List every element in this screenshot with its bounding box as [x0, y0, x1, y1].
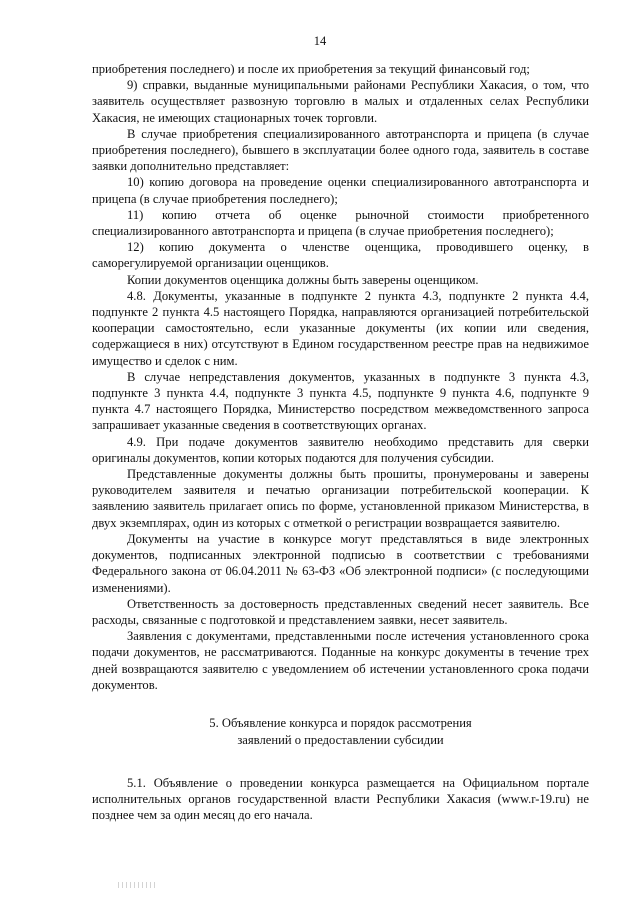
- paragraph: Ответственность за достоверность представленных сведений несет заявитель. Все расходы, связанные с подготовкой и представлением заявки, несет заявитель.: [92, 596, 589, 627]
- paragraph: 4.8. Документы, указанные в подпункте 2 пункта 4.3, подпункте 2 пункта 4.4, подпункте 2 пункта 4.5 настоящего Порядка, направляются организацией потребительской кооперации самостоятельно, если указанные документы (их копии или сведения, содержащиеся в них) отсутствуют в Едином государственном реестре прав на недвижимое имущество и сделок с ним.: [92, 288, 589, 368]
- section-heading-line-1: 5. Объявление конкурса и порядок рассмотрения: [209, 715, 472, 730]
- paragraph: Документы на участие в конкурсе могут представляться в виде электронных документов, подписанных электронной подписью в соответствии с требованиями Федерального закона от 06.04.2011 № 63-ФЗ «Об электронной подписи» (с последующими изменениями).: [92, 531, 589, 595]
- paragraphs-before-heading: [92, 61, 589, 693]
- paragraph: 10) копию договора на проведение оценки специализированного автотранспорта и прицепа (в случае приобретения последнего);: [92, 175, 589, 206]
- paragraphs-after-heading: [92, 775, 589, 824]
- paragraph: приобретения последнего) и после их приобретения за текущий финансовый год;: [92, 62, 530, 76]
- paragraph: 12) копию документа о членстве оценщика, проводившего оценку, в саморегулируемой организации оценщиков.: [92, 240, 589, 271]
- paragraph: 11) копию отчета об оценке рыночной стоимости приобретенного специализированного автотранспорта и прицепа (в случае приобретения последнего);: [92, 207, 589, 239]
- paragraph: В случае приобретения специализированного автотранспорта и прицепа (в случае приобретения последнего), бывшего в эксплуатации более одного года, заявитель в составе заявки дополнительно представляет:: [92, 126, 589, 174]
- paragraph: Заявления с документами, представленными после истечения установленного срока подачи документов, не рассматриваются. Поданные на конкурс документы в течение трех дней возвращаются заявителю с уведомлением об истечении установленного срока подачи документов.: [92, 629, 589, 692]
- section-heading-line-2: заявлений о предоставлении субсидии: [237, 732, 444, 747]
- section-heading: [92, 715, 589, 749]
- paragraph: В случае непредставления документов, указанных в подпункте 3 пункта 4.3, подпункте 3 пункта 4.4, подпункте 3 пункта 4.5, подпункте 9 пункта 4.6, подпункте 9 пункта 4.7 настоящего Порядка, Министерство посредством межведомственного запроса запрашивает указанные сведения в соответствующих органах.: [92, 369, 589, 433]
- paragraph: 9) справки, выданные муниципальными районами Республики Хакасия, о том, что заявитель осуществляет развозную торговлю в малых и отдаленных селах Республики Хакасия, не имеющих стационарных точек торговли.: [92, 78, 589, 125]
- page-number: 14: [313, 34, 327, 48]
- paragraph: 4.9. При подаче документов заявителю необходимо представить для сверки оригиналы документов, копии которых подаются для получения субсидии.: [92, 434, 589, 465]
- paragraph: 5.1. Объявление о проведении конкурса размещается на Официальном портале исполнительных органов государственной власти Республики Хакасия (www.r-19.ru) не позднее чем за один месяц до его начала.: [92, 775, 589, 823]
- paragraph: Представленные документы должны быть прошиты, пронумерованы и заверены руководителем заявителя и печатью организации потребительской кооперации. К заявлению заявитель прилагает опись по форме, установленной приказом Министерства, в двух экземплярах, один из которых с отметкой о регистрации возвращается заявителю.: [92, 467, 589, 530]
- document-body: [92, 61, 589, 824]
- scan-artifact: [118, 882, 158, 888]
- paragraph: Копии документов оценщика должны быть заверены оценщиком.: [127, 272, 479, 287]
